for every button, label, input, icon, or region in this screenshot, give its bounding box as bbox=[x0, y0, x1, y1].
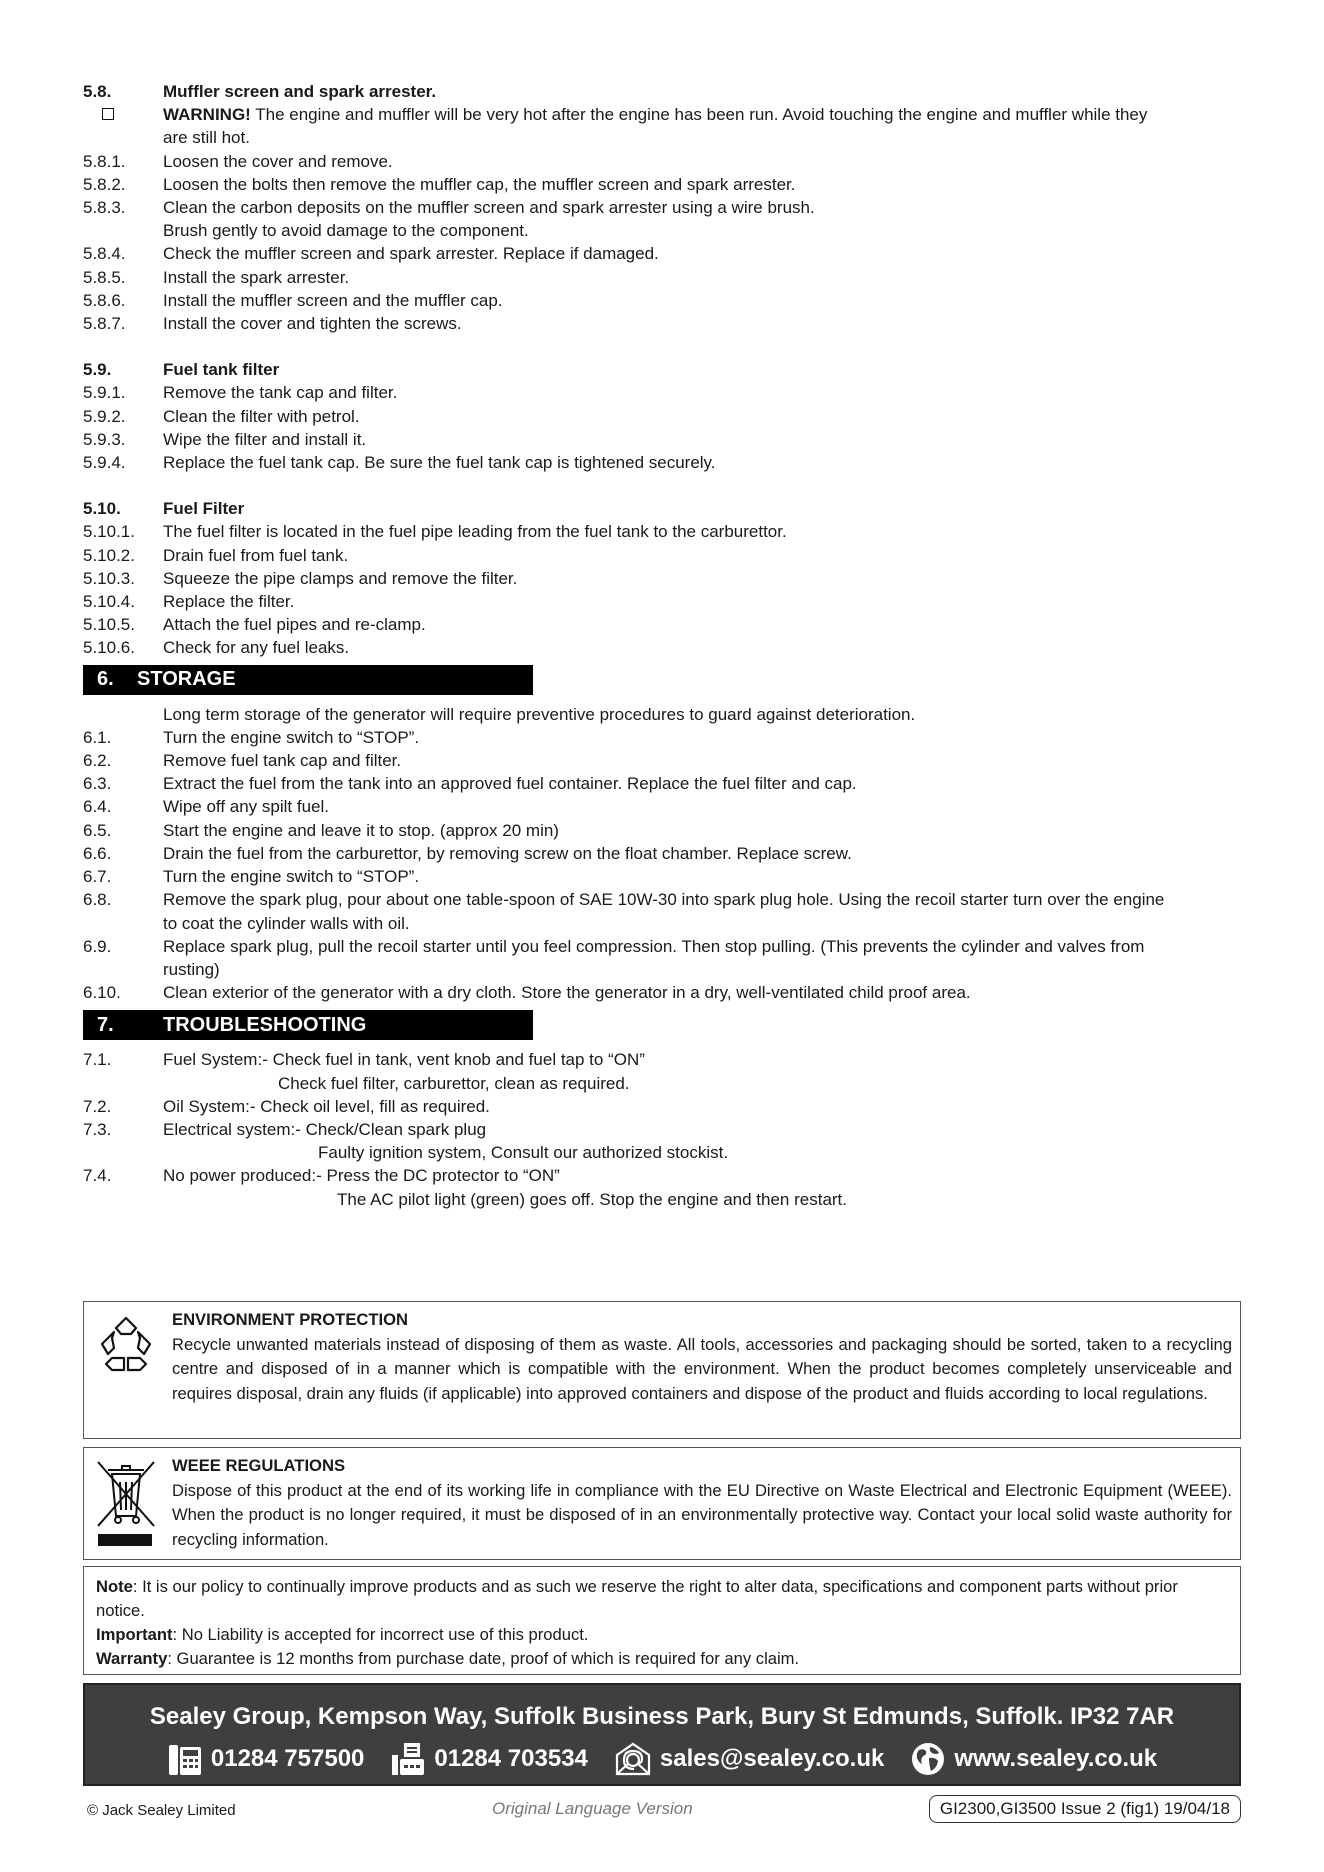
list-item bbox=[83, 981, 1241, 1004]
company-address: Sealey Group, Kempson Way, Suffolk Business Park, Bury St Edmunds, Suffolk. IP32 7AR bbox=[149, 1703, 1175, 1730]
list-item bbox=[83, 772, 1241, 795]
weee-text: Dispose of this product at the end of its working life in compliance with the EU Directive on Waste Electrical and Electronic Equipment (WEEE). When the product is no longer required, it must be disposed of in an environmentally protective way. Contact your local solid waste authority for recycling information. bbox=[172, 1480, 1232, 1549]
storage-list bbox=[83, 726, 1241, 1004]
fax-number: 01284 703534 bbox=[434, 1745, 588, 1772]
list-item bbox=[83, 726, 1241, 749]
item-text: Squeeze the pipe clamps and remove the filter. bbox=[163, 568, 518, 588]
warning-row bbox=[83, 103, 1241, 126]
item-text: Replace the filter. bbox=[163, 592, 295, 612]
item-text: Install the muffler screen and the muffler cap. bbox=[163, 290, 503, 310]
list-item bbox=[83, 266, 1241, 289]
list-item bbox=[83, 520, 1241, 543]
list-item: 7.4. No power produced:- Press the DC protector to “ON” bbox=[83, 1166, 560, 1186]
item-number: 5.8.7. bbox=[83, 314, 126, 334]
section-number: 5.10. bbox=[83, 499, 121, 519]
item-number: 5.8.1. bbox=[83, 151, 126, 171]
item-text: Replace the fuel tank cap. Be sure the fuel tank cap is tightened securely. bbox=[163, 453, 716, 473]
item-text: Wipe the filter and install it. bbox=[163, 429, 367, 449]
item-number: 5.8.5. bbox=[83, 267, 126, 287]
warning-text: The engine and muffler will be very hot after the engine has been run. Avoid touching the engine and muffler while they bbox=[250, 105, 1148, 125]
item-text: Start the engine and leave it to stop. (approx 20 min) bbox=[163, 820, 559, 840]
manual-content: 5.8. Muffler screen and spark arrester. WARNING! The engine and muffler will be very hot after the engine has been run. Avoid touching the engine and muffler while they are still hot. 5.8.1. Loosen the cover and remove. 5.8.2. Loosen the bolts then remove the muffler cap, the muffler screen and spark arrester. 5.8.3. Clean the carbon deposits on the muffler screen and spark arrester using a wire brush. Brush gently to avoid damage to the component. 5.8.4. Check the muffler screen and spark arrester. Replace if damaged. 5.8.5. Install the spark arrester. 5.8.6. Install the muffler screen and the muffler cap. 5.8.7. Install the cover and tighten the screws. 5.9. Fuel tank filter 5.9.1. Remove the tank cap and filter. 5.9.2. Clean the filter with petrol. 5.9.3. Wipe the filter and install it. 5.9.4. Replace the fuel tank cap. Be sure the fuel tank cap is tightened securely. 5.10. Fuel Filter 5.10.1. The fuel filter is located in the fuel pipe leading from the fuel tank to the carburettor. 5.10.2. Drain fuel from fuel tank. 5.10.3. Squeeze the pipe clamps and remove the filter. 5.10.4. Replace the filter. 5.10.5. Attach the fuel pipes and re-clamp. 5.10.6. Check for any fuel leaks. 6. STORAGE Long term storage of the generator will require preventive procedures to guard against deterioration. 6.1. Turn the engine switch to “STOP”. 6.2. Remove fuel tank cap and filter. 6.3. Extract the fuel from the tank into an approved fuel container. Replace the fuel filter and cap. 6.4. Wipe off any spilt fuel. 6.5. Start the engine and leave it to stop. (approx 20 min) 6.6. Drain the fuel from the carburettor, by removing screw on the float chamber. Replace screw. 6.7. Turn the engine switch to “STOP”. 6.8. Remove the spark plug, pour about one table-spoon of SAE 10W-30 into spark plug hole. Using the recoil starter turn over the engine to coat the cylinder walls with oil. 6.9. Replace spark plug, pull the recoil starter until you feel compression. Then stop pulling. (This prevents the cylinder and valves from rusting) 6.10. Clean exterior of the generator with a dry cloth. Store the generator in a dry, well-ventilated child proof area. 7. TROUBLESHOOTING 7.1. Fuel System:- Check fuel in tank, vent knob and fuel tap to “ON” Check fuel filter, carburettor, clean as required. 7.2. Oil System:- Check oil level, fill as required. 7.3. Electrical system:- Check/Clean spark plug Faulty ignition system, Consult our authorized stockist. 7.4. No power produced:- Press the DC protector to “ON” The AC pilot light (green) goes off. Stop the engine and then restart. bbox=[83, 80, 1241, 1211]
storage-title: STORAGE bbox=[137, 668, 236, 691]
item-number: 6.5. bbox=[83, 820, 112, 840]
item-text: Clean the carbon deposits on the muffler screen and spark arrester using a wire brush. bbox=[163, 198, 815, 218]
warning-label: WARNING! bbox=[163, 105, 251, 125]
item-number: 5.9.4. bbox=[83, 453, 126, 473]
item-text: Remove the spark plug, pour about one table-spoon of SAE 10W-30 into spark plug hole. Using the recoil starter turn over the engine bbox=[163, 890, 1165, 910]
phone-contact bbox=[167, 1741, 365, 1777]
section-heading bbox=[83, 497, 1241, 520]
item-text: rusting) bbox=[163, 959, 220, 979]
note-line: Note: It is our policy to continually improve products and as such we reserve the right to alter data, specifications and component parts without prior notice. bbox=[96, 1577, 1178, 1620]
item-number: 5.8.2. bbox=[83, 174, 126, 194]
item-text: to coat the cylinder walls with oil. bbox=[163, 913, 410, 933]
copyright: © Jack Sealey Limited bbox=[87, 1802, 236, 1819]
list-item bbox=[83, 567, 1241, 590]
list-5-10 bbox=[83, 520, 1241, 659]
list-item bbox=[83, 289, 1241, 312]
item-number: 5.10.2. bbox=[83, 545, 135, 565]
item-number: 5.10.6. bbox=[83, 638, 135, 658]
item-text: The fuel filter is located in the fuel pipe leading from the fuel tank to the carburettor. bbox=[163, 522, 787, 542]
email-link[interactable]: sales@sealey.co.uk bbox=[659, 1745, 885, 1772]
item-number: 5.8.3. bbox=[83, 198, 126, 218]
list-item bbox=[83, 819, 1241, 842]
list-item bbox=[83, 196, 1241, 219]
list-item bbox=[83, 865, 1241, 888]
item-number: 6.7. bbox=[83, 867, 112, 887]
item-number: 5.10.4. bbox=[83, 592, 135, 612]
item-number: 5.9.2. bbox=[83, 406, 126, 426]
list-item bbox=[83, 428, 1241, 451]
item-number: 5.10.5. bbox=[83, 615, 135, 635]
language-version: Original Language Version bbox=[492, 1799, 693, 1818]
section-title: Fuel Filter bbox=[163, 499, 245, 519]
page-bottom bbox=[83, 1795, 1241, 1825]
section-heading bbox=[83, 358, 1241, 381]
section-heading bbox=[83, 80, 1241, 103]
important-line: Important: No Liability is accepted for incorrect use of this product. bbox=[96, 1625, 589, 1644]
item-number: 5.9.3. bbox=[83, 429, 126, 449]
environment-text: Recycle unwanted materials instead of disposing of them as waste. All tools, accessories and packaging should be sorted, taken to a recycling centre and disposed of in a manner which is compatible with the environment. When the product becomes completely unserviceable and requires disposal, drain any fluids (if applicable) into approved containers and dispose of the product and fluids according to local regulations. bbox=[172, 1334, 1232, 1403]
list-item bbox=[83, 173, 1241, 196]
warranty-line: Warranty: Guarantee is 12 months from purchase date, proof of which is required for any claim. bbox=[96, 1649, 800, 1668]
storage-number: 6. bbox=[97, 668, 114, 691]
list-item bbox=[83, 888, 1241, 911]
list-item: 7.1. Fuel System:- Check fuel in tank, vent knob and fuel tap to “ON” bbox=[83, 1050, 645, 1070]
list-item bbox=[83, 912, 1241, 935]
warning-text-cont: are still hot. bbox=[163, 128, 250, 148]
item-text: Loosen the bolts then remove the muffler cap, the muffler screen and spark arrester. bbox=[163, 174, 796, 194]
section-number: 5.8. bbox=[83, 82, 112, 101]
item-text: Clean exterior of the generator with a dry cloth. Store the generator in a dry, well-ventilated child proof area. bbox=[163, 983, 971, 1003]
item-text: Turn the engine switch to “STOP”. bbox=[163, 867, 420, 887]
item-text: Attach the fuel pipes and re-clamp. bbox=[163, 615, 426, 635]
item-text: Loosen the cover and remove. bbox=[163, 151, 393, 171]
list-item bbox=[83, 590, 1241, 613]
warning-checkbox bbox=[83, 103, 163, 126]
list-item bbox=[83, 405, 1241, 428]
item-number: 6.8. bbox=[83, 890, 112, 910]
checkbox-icon bbox=[102, 108, 114, 120]
item-number: 6.3. bbox=[83, 774, 112, 794]
list-item bbox=[83, 242, 1241, 265]
item-text: Remove fuel tank cap and filter. bbox=[163, 751, 402, 771]
crossed-bin-icon bbox=[94, 1458, 158, 1544]
item-number: 6.4. bbox=[83, 797, 112, 817]
list-item bbox=[83, 613, 1241, 636]
item-text: Drain fuel from fuel tank. bbox=[163, 545, 349, 565]
section-title: Muffler screen and spark arrester. bbox=[163, 82, 437, 101]
document-reference: GI2300,GI3500 Issue 2 (fig1) 19/04/18 bbox=[929, 1795, 1241, 1823]
email-contact[interactable] bbox=[614, 1741, 884, 1777]
list-item bbox=[83, 958, 1241, 981]
item-number: 5.10.1. bbox=[83, 522, 135, 542]
list-item bbox=[83, 451, 1241, 474]
item-text: Turn the engine switch to “STOP”. bbox=[163, 727, 420, 747]
list-item bbox=[83, 636, 1241, 659]
phone-number: 01284 757500 bbox=[210, 1745, 365, 1772]
item-number bbox=[83, 912, 163, 935]
list-item bbox=[83, 842, 1241, 865]
section-number: 5.9. bbox=[83, 360, 112, 380]
item-text: Remove the tank cap and filter. bbox=[163, 383, 398, 403]
item-text: Install the cover and tighten the screws. bbox=[163, 314, 462, 334]
item-number bbox=[83, 219, 163, 242]
item-text: Brush gently to avoid damage to the component. bbox=[163, 221, 529, 241]
list-item bbox=[83, 381, 1241, 404]
item-number: 6.1. bbox=[83, 727, 112, 747]
phone-icon bbox=[167, 1741, 203, 1777]
list-item bbox=[83, 219, 1241, 242]
item-text: Clean the filter with petrol. bbox=[163, 406, 360, 426]
item-number: 5.8.6. bbox=[83, 290, 126, 310]
item-text: Wipe off any spilt fuel. bbox=[163, 797, 329, 817]
fax-icon bbox=[390, 1741, 426, 1777]
item-text: Install the spark arrester. bbox=[163, 267, 350, 287]
globe-icon bbox=[910, 1741, 946, 1777]
item-number bbox=[83, 958, 163, 981]
web-contact[interactable] bbox=[910, 1741, 1157, 1777]
list-5-9 bbox=[83, 381, 1241, 474]
list-item bbox=[83, 150, 1241, 173]
list-item bbox=[83, 795, 1241, 818]
notes-box bbox=[83, 1566, 1241, 1675]
list-item: 7.2. Oil System:- Check oil level, fill as required. bbox=[83, 1096, 490, 1116]
item-text: Extract the fuel from the tank into an approved fuel container. Replace the fuel filter and cap. bbox=[163, 774, 857, 794]
recycle-icon bbox=[94, 1314, 158, 1378]
list-item bbox=[83, 935, 1241, 958]
item-number: 6.6. bbox=[83, 843, 112, 863]
storage-header bbox=[83, 665, 533, 695]
troubleshooting-number: 7. bbox=[97, 1013, 114, 1036]
item-text: Check for any fuel leaks. bbox=[163, 638, 350, 658]
item-number: 6.2. bbox=[83, 751, 112, 771]
contact-footer bbox=[83, 1683, 1241, 1786]
list-item bbox=[83, 749, 1241, 772]
item-text: Replace spark plug, pull the recoil starter until you feel compression. Then stop pulling. (This prevents the cylinder and valves from bbox=[163, 936, 1145, 956]
section-title: Fuel tank filter bbox=[163, 360, 280, 380]
list-item bbox=[83, 312, 1241, 335]
troubleshooting-title: TROUBLESHOOTING bbox=[163, 1013, 367, 1036]
item-number: 5.8.4. bbox=[83, 244, 126, 264]
item-number: 6.9. bbox=[83, 936, 112, 956]
item-number: 5.9.1. bbox=[83, 383, 126, 403]
item-text: Drain the fuel from the carburettor, by removing screw on the float chamber. Replace screw. bbox=[163, 843, 852, 863]
list-5-8 bbox=[83, 150, 1241, 336]
item-text: Check the muffler screen and spark arrester. Replace if damaged. bbox=[163, 244, 659, 264]
item-number: 6.10. bbox=[83, 983, 121, 1003]
environment-title: ENVIRONMENT PROTECTION bbox=[172, 1310, 409, 1329]
fax-contact bbox=[390, 1741, 588, 1777]
list-item: 7.3. Electrical system:- Check/Clean spark plug bbox=[83, 1119, 487, 1139]
troubleshooting-header bbox=[83, 1010, 533, 1040]
website-link[interactable]: www.sealey.co.uk bbox=[954, 1745, 1158, 1772]
environment-protection-box bbox=[83, 1301, 1241, 1439]
list-item bbox=[83, 544, 1241, 567]
weee-title: WEEE REGULATIONS bbox=[172, 1456, 346, 1475]
storage-intro: Long term storage of the generator will require preventive procedures to guard against deterioration. bbox=[163, 704, 916, 724]
email-icon bbox=[614, 1741, 652, 1777]
item-number: 5.10.3. bbox=[83, 568, 135, 588]
weee-regulations-box bbox=[83, 1447, 1241, 1560]
